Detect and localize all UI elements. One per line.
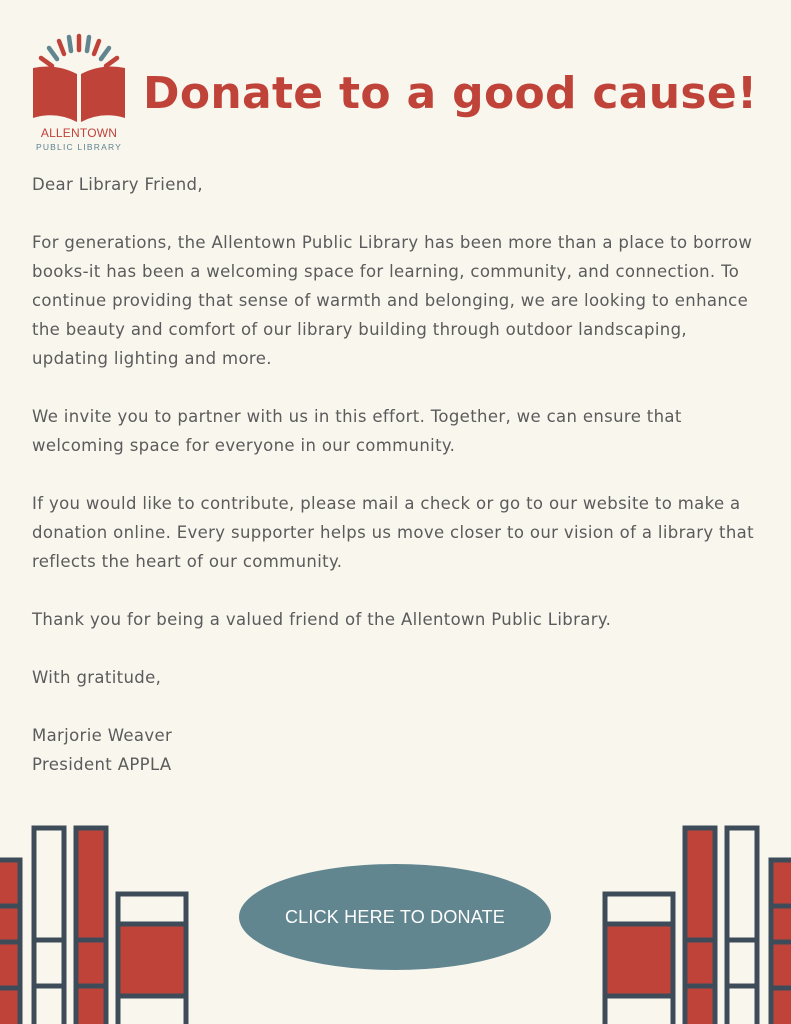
left-books-decoration <box>0 820 190 1024</box>
letter-paragraph-1: For generations, the Allentown Public Library has been more than a place to borrow books-it has been a welcoming space for learning, community, and connection. To continue providing that sense of warmth and belonging, we are looking to enhance the beauty and comfort of our library building through outdoor landscaping, updating lighting and more. <box>32 233 753 368</box>
signer-name: Marjorie Weaver <box>32 726 173 745</box>
logo-name-line1: ALLENTOWN <box>40 126 118 140</box>
letter-paragraph-2: We invite you to partner with us in this effort. Together, we can ensure that welcoming space for everyone in our community. <box>32 407 682 455</box>
letter-body <box>32 170 767 779</box>
signer-title: President APPLA <box>32 755 172 774</box>
donate-button-label: CLICK HERE TO DONATE <box>284 906 506 927</box>
letter-greeting: Dear Library Friend, <box>32 175 203 194</box>
library-logo <box>30 30 128 154</box>
right-books-decoration <box>601 820 791 1024</box>
page-title: Donate to a good cause! <box>143 68 758 119</box>
letter-closing: With gratitude, <box>32 668 162 687</box>
open-book-icon <box>30 30 128 126</box>
donate-button[interactable] <box>239 864 551 970</box>
letter-paragraph-3: If you would like to contribute, please mail a check or go to our website to make a donation online. Every supporter helps us move closer to our vision of a library that reflects the heart of our community. <box>32 494 754 571</box>
letter-paragraph-4: Thank you for being a valued friend of the Allentown Public Library. <box>32 610 612 629</box>
logo-name-line2: PUBLIC LIBRARY <box>35 142 123 152</box>
